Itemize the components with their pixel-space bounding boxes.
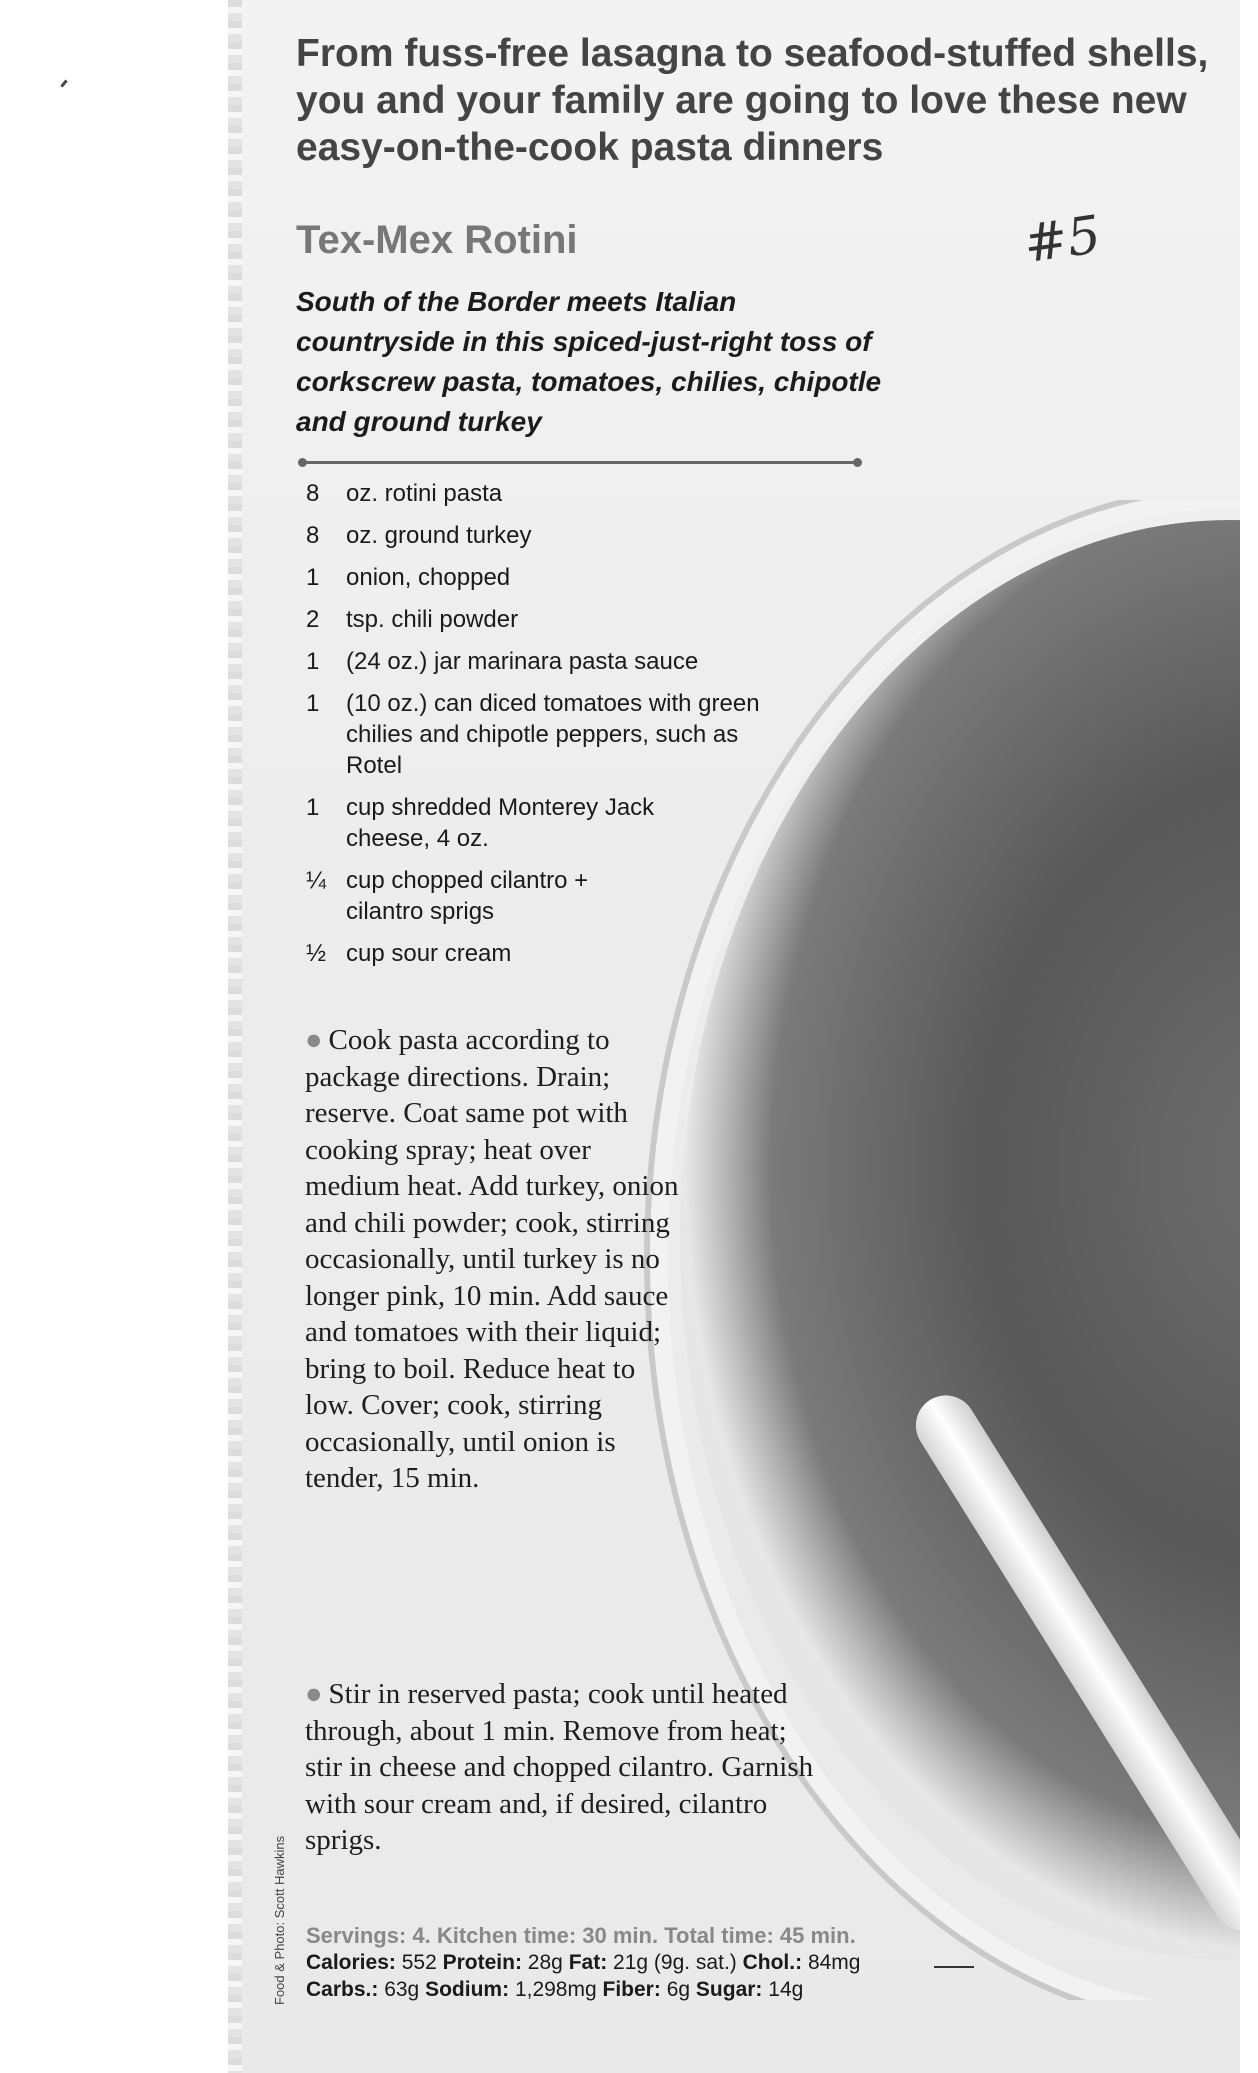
ingredient-qty: 1 [306,794,320,821]
protein-value: 28g [527,1951,563,1974]
divider-rule [302,461,858,464]
chol-value: 84mg [807,1951,861,1974]
stray-pen-mark [60,79,67,87]
handwritten-note: #5 [1020,204,1105,276]
ingredient-text: (24 oz.) jar marinara pasta sauce [346,648,699,675]
ingredient-qty: 8 [306,480,320,507]
recipe-subtitle: South of the Border meets Italian countryside in this spiced-just-right toss of corkscrew pasta, tomatoes, chilies, chipotle and ground turkey [296,286,882,437]
bullet-icon: ● [305,1678,323,1710]
protein-label: Protein: [442,1951,522,1974]
carbs-label: Carbs.: [306,1978,379,2001]
ingredient-text: cup chopped cilantro + cilantro sprigs [346,867,589,925]
ingredient-qty: ½ [306,940,327,967]
ingredient-qty: 1 [306,564,320,591]
fat-label: Fat: [568,1951,608,1974]
ingredient-text: oz. ground turkey [346,522,532,549]
nutrition-info [306,1922,1246,2003]
direction-text: Stir in reserved pasta; cook until heated through, about 1 min. Remove from heat; stir in cheese and chopped cilantro. Garnish with sour cream and, if desired, cilantro sprigs. [305,1678,814,1856]
photo-credit: Food & Photo: Scott Hawkins [272,1835,287,2005]
ingredient-qty: ¼ [306,867,327,894]
ingredient-item [306,792,866,854]
stray-pen-mark [934,1966,974,1968]
ingredient-text: (10 oz.) can diced tomatoes with green chilies and chipotle peppers, such as Rotel [346,690,760,779]
ingredient-qty: 8 [306,522,320,549]
sugar-value: 14g [768,1978,804,2001]
ingredient-item [306,478,866,509]
calories-value: 552 [401,1951,437,1974]
bullet-icon: ● [305,1024,323,1056]
ingredient-qty: 1 [306,690,320,717]
ingredient-qty: 2 [306,606,320,633]
ingredient-item [306,688,866,781]
chol-label: Chol.: [742,1951,803,1974]
calories-label: Calories: [306,1951,396,1974]
ingredient-item [306,938,866,969]
sodium-value: 1,298mg [514,1978,597,2001]
direction-text: Cook pasta according to package directions. Drain; reserve. Coat same pot with cooking spray; heat over medium heat. Add turkey, onion and chili powder; cook, stirring occasionally, until turkey is no longer pink, 10 min. Add sauce and tomatoes with their liquid; bring to boil. Reduce heat to low. Cover; cook, stirring occasionally, until onion is tender, 15 min. [305,1024,679,1494]
ingredient-text: cup shredded Monterey Jack cheese, 4 oz. [346,794,655,852]
nutrition-line-2 [306,1976,1246,2003]
ingredient-item [306,520,866,551]
ingredient-item [306,646,866,677]
ingredient-item [306,865,866,927]
ingredient-text: onion, chopped [346,564,511,591]
direction-step-2 [305,1676,825,1859]
direction-step-1 [305,1022,685,1497]
fat-value: 21g (9g. sat.) [613,1951,737,1974]
servings-line: Servings: 4. Kitchen time: 30 min. Total time: 45 min. [306,1923,856,1948]
fiber-label: Fiber: [602,1978,661,2001]
ingredient-item [306,562,866,593]
fiber-value: 6g [666,1978,691,2001]
ingredient-list [306,478,866,980]
sugar-label: Sugar: [695,1978,763,2001]
nutrition-line-1 [306,1949,1246,1976]
headline: From fuss-free lasagna to seafood-stuffed shells, you and your family are going to love these new easy-on-the-cook pasta dinners [296,32,1209,169]
ingredient-qty: 1 [306,648,320,675]
carbs-value: 63g [384,1978,420,2001]
sodium-label: Sodium: [425,1978,510,2001]
ingredient-text: cup sour cream [346,940,512,967]
ingredient-text: oz. rotini pasta [346,480,503,507]
ingredient-item [306,604,866,635]
recipe-title: Tex-Mex Rotini [296,218,578,262]
ingredient-text: tsp. chili powder [346,606,519,633]
torn-paper-edge [228,0,242,2073]
